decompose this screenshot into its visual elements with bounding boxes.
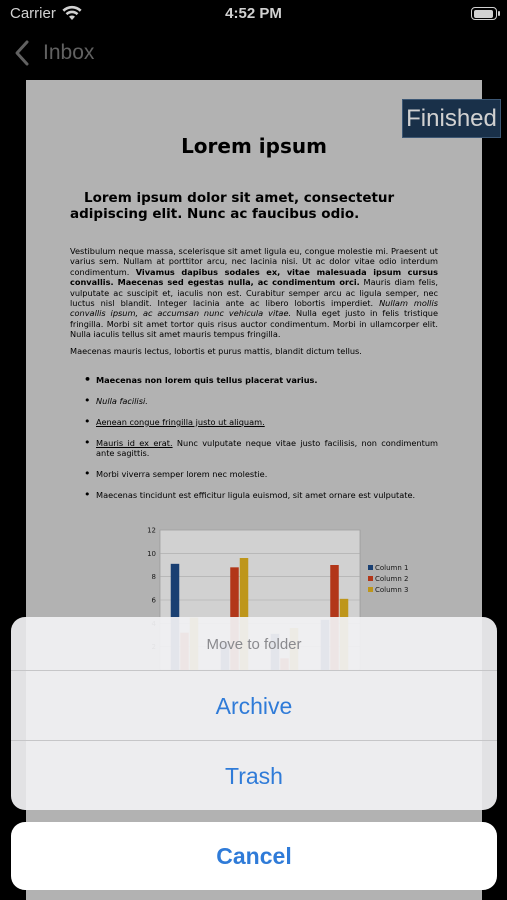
action-sheet bbox=[11, 617, 497, 810]
finished-badge: Finished bbox=[402, 99, 501, 138]
paragraph-italic-text: Nullam mollis convallis ipsum, ac accumsan nunc vehicula vitae. bbox=[70, 298, 438, 319]
list-item: • Morbi viverra semper lorem nec molestie. bbox=[84, 469, 438, 479]
action-sheet-title: Move to folder bbox=[11, 617, 497, 671]
list-item: • Maecenas non lorem quis tellus placerat varius. bbox=[84, 375, 438, 385]
paragraph-text: Mauris diam felis, vulputate ac suscipit et, iaculis non est. Curabitur semper arcu ac ligula semper, nec luctus nisl blandit. Integer lacinia ante ac libero lobortis imperdiet. bbox=[70, 277, 439, 309]
list-item-text: Aenean congue fringilla justo ut aliquam. bbox=[96, 416, 265, 427]
chart-legend-label: Column 2 bbox=[375, 575, 409, 583]
chart-legend-label: Column 1 bbox=[375, 564, 409, 572]
paragraph-bold-text: Vivamus dapibus sodales ex, vitae malesuada ipsum cursus convallis. Maecenas sed egestas nulla, ac condimentum orci. bbox=[70, 266, 438, 288]
document-heading: Lorem ipsum dolor sit amet, consectetur adipiscing elit. Nunc ac faucibus odio. bbox=[70, 190, 395, 222]
list-item-text: Mauris id ex erat. bbox=[96, 437, 173, 448]
list-item: • Maecenas tincidunt est efficitur ligula euismod, sit amet ornare est vulputate. bbox=[84, 490, 438, 500]
document-paragraph: Maecenas mauris lectus, lobortis et purus mattis, blandit dictum tellus. bbox=[70, 345, 362, 356]
status-time: 4:52 PM bbox=[225, 5, 282, 22]
chart-y-tick-label: 10 bbox=[147, 549, 156, 558]
carrier-label: Carrier bbox=[10, 5, 56, 22]
trash-button[interactable]: Trash bbox=[225, 763, 283, 789]
document-title: Lorem ipsum bbox=[181, 134, 327, 158]
chart-legend-label: Column 3 bbox=[375, 586, 409, 594]
list-item: • Nulla facilisi. bbox=[84, 396, 438, 406]
cancel-button[interactable]: Cancel bbox=[11, 822, 497, 890]
paragraph-text: Nulla eget justo in felis tristique fringilla. Morbi sit amet tortor quis risus auctor condimentum. Morbi in ullamcorper elit. Nulla iaculis tellus sit amet mauris tempus fringilla. bbox=[70, 308, 438, 340]
paragraph-text: Vestibulum neque massa, scelerisque sit amet ligula eu, congue molestie mi. Praesent ut varius sem. Nullam at porttitor arcu, nec lacinia nisi. Ut ac dolor vitae odio interdum condimentum. bbox=[70, 246, 438, 277]
chart-y-tick-label: 12 bbox=[147, 526, 156, 535]
chart-y-tick-label: 8 bbox=[151, 573, 156, 582]
list-item-text: Nunc vulputate neque vitae justo facilisis, non condimentum ante sagittis. bbox=[96, 437, 438, 459]
back-button[interactable]: Inbox bbox=[43, 41, 95, 64]
archive-button[interactable]: Archive bbox=[11, 671, 497, 741]
chart-y-tick-label: 6 bbox=[151, 596, 156, 605]
